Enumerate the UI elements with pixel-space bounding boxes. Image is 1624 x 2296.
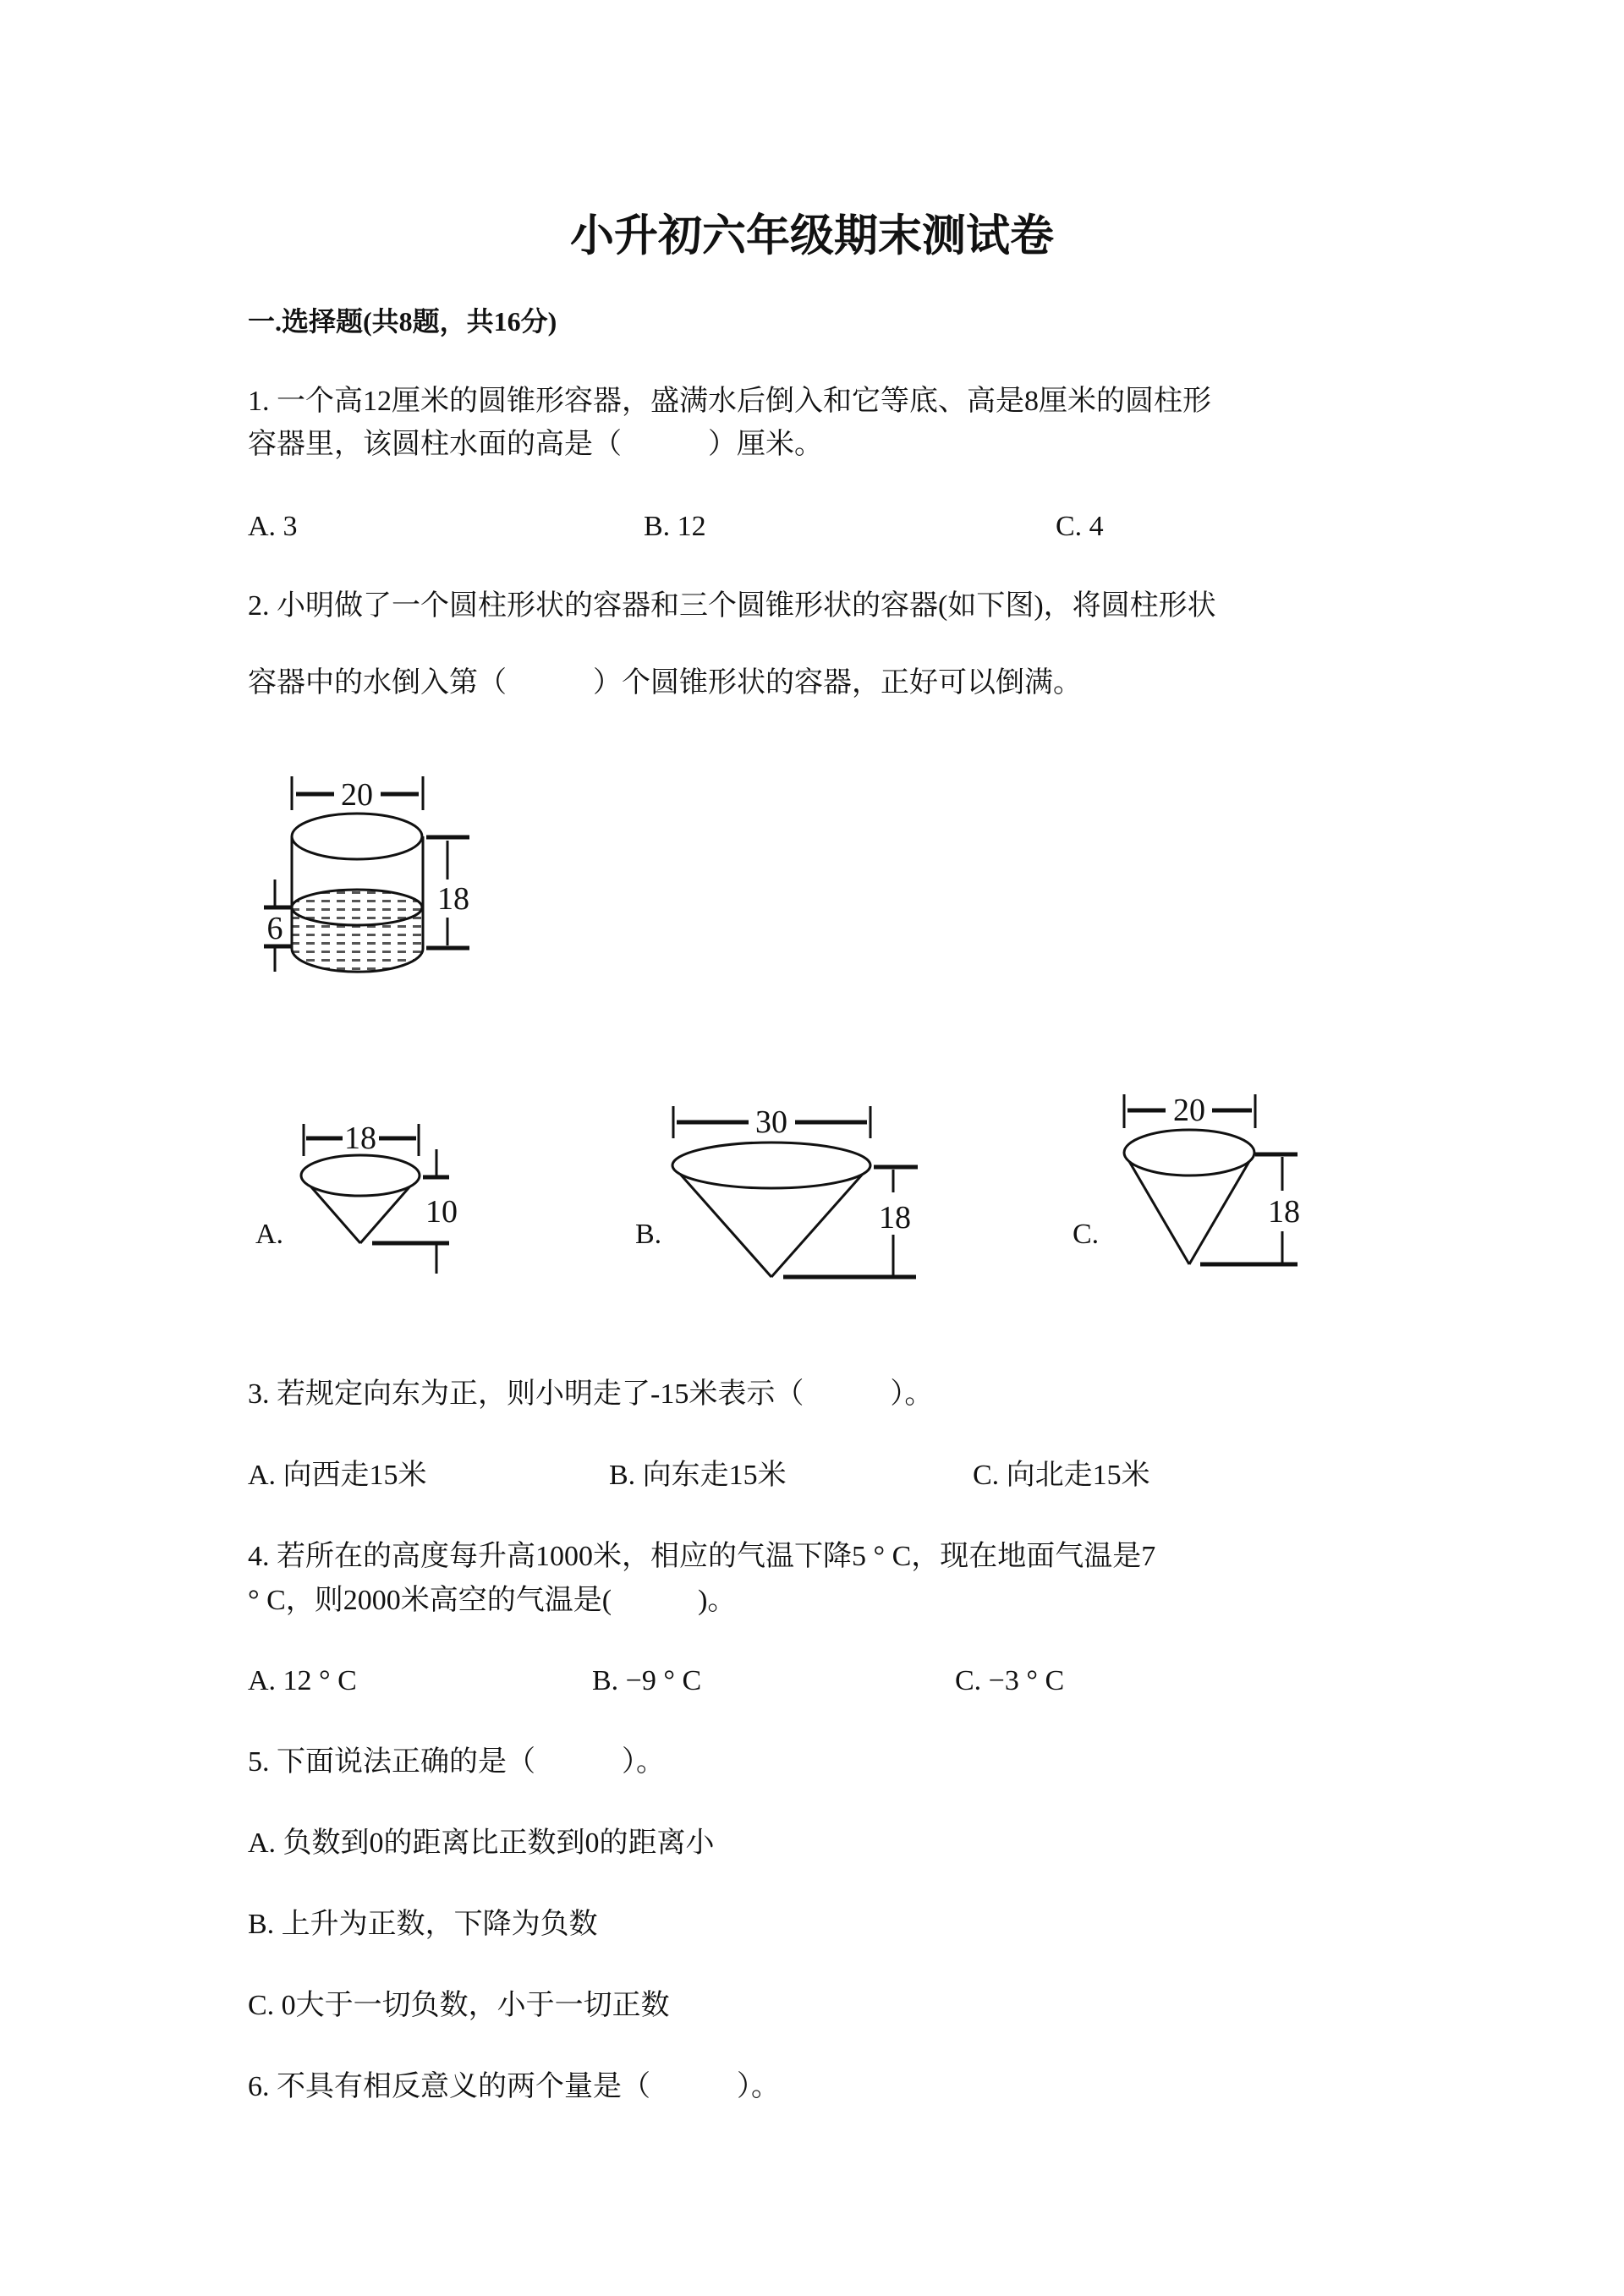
page-title: 小升初六年级期末测试卷 — [569, 210, 1054, 262]
q5-option-a: A. 负数到0的距离比正数到0的距离小 — [248, 1827, 715, 1859]
section-heading: 一.选择题(共8题，共16分) — [248, 306, 557, 337]
cone-b-diagram — [672, 1106, 918, 1277]
q1-text-line1: 1. 一个高12厘米的圆锥形容器，盛满水后倒入和它等底、高是8厘米的圆柱形 — [248, 386, 1211, 417]
cone-c-height: 18 — [1268, 1194, 1300, 1230]
water-height-label: 6 — [266, 911, 283, 946]
cylinder-height-label: 18 — [437, 881, 469, 917]
q4-option-a: A. 12 ° C — [248, 1665, 357, 1696]
q3-text: 3. 若规定向东为正，则小明走了-15米表示（ ）。 — [248, 1378, 934, 1410]
cone-c-diameter: 20 — [1173, 1093, 1205, 1128]
cylinder-diameter-label: 20 — [341, 777, 373, 813]
q5-option-b: B. 上升为正数，下降为负数 — [248, 1909, 598, 1940]
q2-text-line1: 2. 小明做了一个圆柱形状的容器和三个圆锥形状的容器(如下图)，将圆柱形状 — [248, 590, 1216, 622]
cone-a-height: 10 — [425, 1194, 458, 1230]
q4-option-b: B. −9 ° C — [592, 1665, 702, 1696]
q5-option-c: C. 0大于一切负数，小于一切正数 — [248, 1990, 670, 2021]
cone-b-label: B. — [635, 1219, 662, 1250]
q4-option-c: C. −3 ° C — [955, 1665, 1065, 1696]
q6-text: 6. 不具有相反意义的两个量是（ ）。 — [248, 2071, 780, 2102]
cone-a-label: A. — [255, 1219, 284, 1250]
cone-c-label: C. — [1073, 1219, 1100, 1250]
q3-option-c: C. 向北走15米 — [973, 1460, 1150, 1491]
cone-b-diameter: 30 — [755, 1104, 787, 1140]
q1-option-c: C. 4 — [1056, 511, 1104, 542]
cone-a-diameter: 18 — [344, 1121, 376, 1156]
q1-option-b: B. 12 — [644, 511, 706, 542]
q2-text-line2: 容器中的水倒入第（ ）个圆锥形状的容器，正好可以倒满。 — [248, 667, 1082, 699]
q3-option-a: A. 向西走15米 — [248, 1460, 427, 1491]
q4-text-line1: 4. 若所在的高度每升高1000米，相应的气温下降5 ° C，现在地面气温是7 — [248, 1541, 1156, 1572]
q1-text-line2: 容器里，该圆柱水面的高是（ ）厘米。 — [248, 429, 823, 460]
cone-b-height: 18 — [879, 1200, 911, 1236]
q1-option-a: A. 3 — [248, 511, 298, 542]
q5-text: 5. 下面说法正确的是（ ）。 — [248, 1746, 665, 1778]
q4-text-line2: ° C，则2000米高空的气温是( )。 — [248, 1585, 737, 1616]
cone-c-diagram — [1124, 1094, 1298, 1264]
q3-option-b: B. 向东走15米 — [609, 1460, 787, 1491]
